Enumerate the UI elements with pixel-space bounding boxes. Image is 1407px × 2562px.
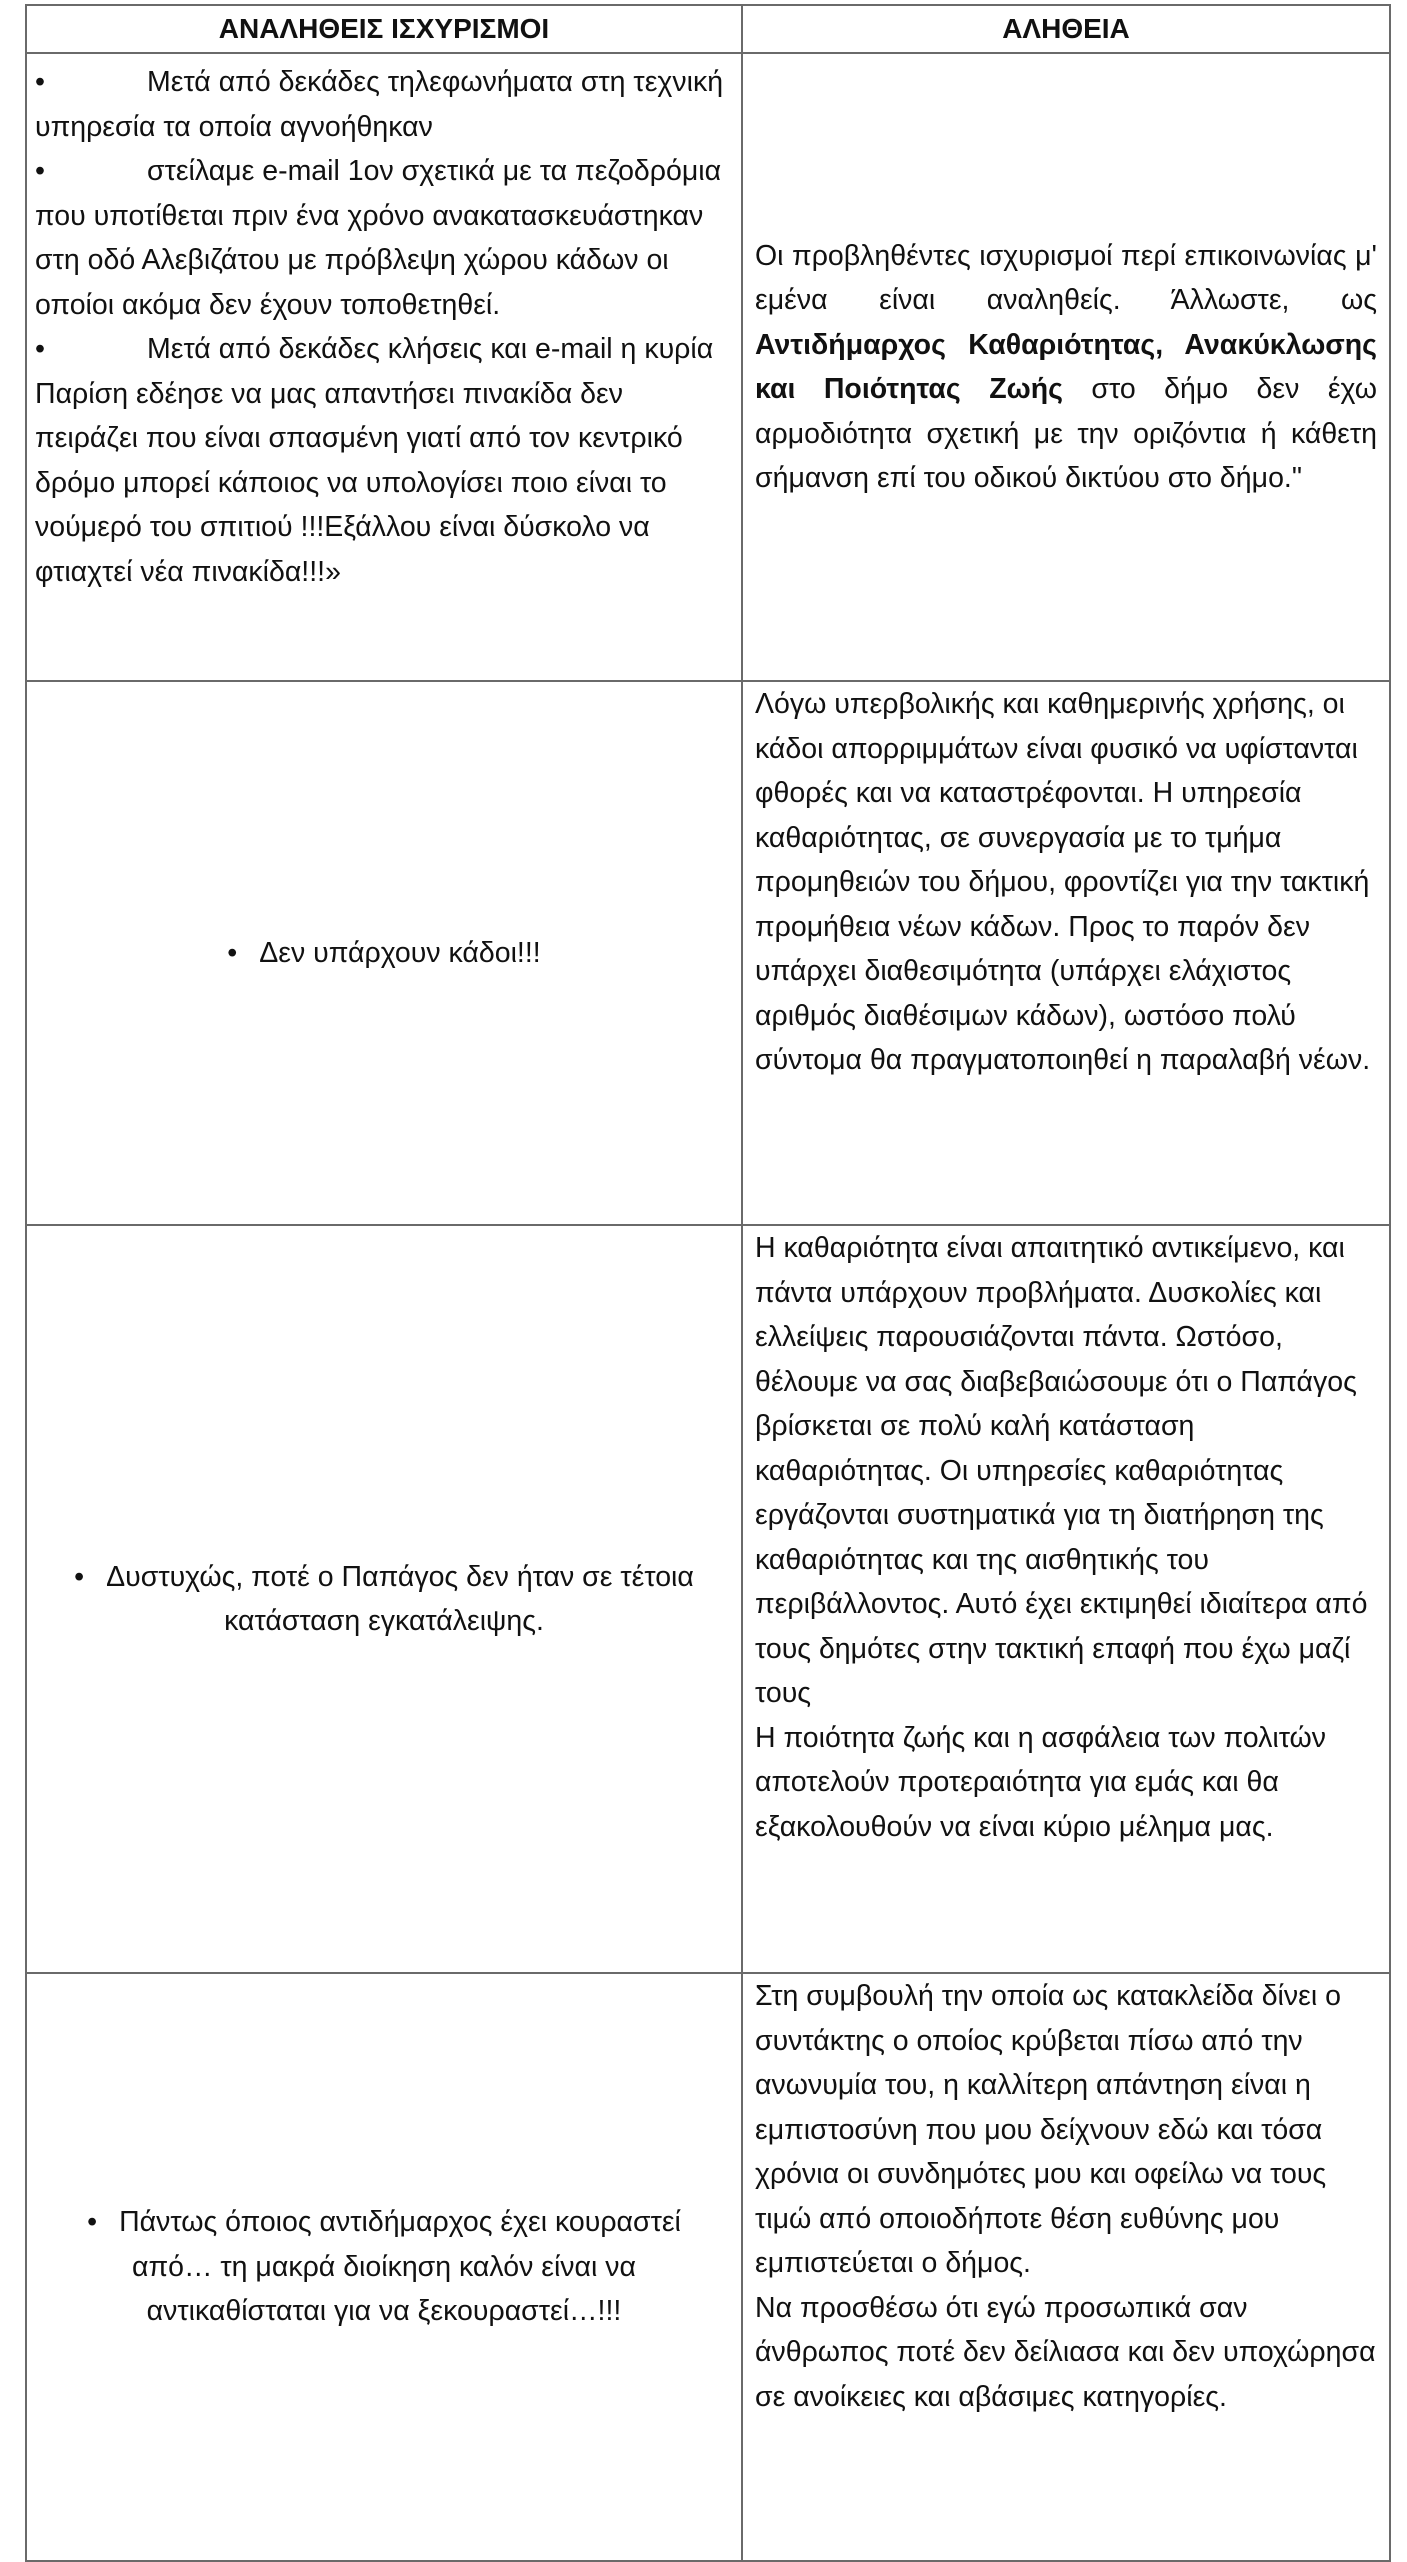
table-row bbox=[26, 1973, 1390, 2561]
truth-paragraph: Να προσθέσω ότι εγώ προσωπικά σαν άνθρωπος ποτέ δεν δείλιασα και δεν υποχώρησα σε ανοίκειες και αβάσιμες κατηγορίες. bbox=[755, 2291, 1376, 2413]
header-false-claims: ΑΝΑΛΗΘΕΙΣ ΙΣΧΥΡΙΣΜΟΙ bbox=[26, 5, 742, 53]
claim-cell: • Δυστυχώς, ποτέ ο Παπάγος δεν ήταν σε τέτοια κατάσταση εγκατάλειψης. bbox=[26, 1225, 742, 1973]
bullet-icon: • bbox=[87, 2206, 98, 2239]
claim-cell: • Πάντως όποιος αντιδήμαρχος έχει κουραστεί από… τη μακρά διοίκηση καλόν είναι να αντικαθίσταται για να ξεκουραστεί…!!! bbox=[26, 1973, 742, 2561]
claim-bullet-item: • στείλαμε e-mail 1ον σχετικά με τα πεζοδρόμια που υποτίθεται πριν ένα χρόνο ανακατασκευάστηκαν στη οδό Αλεβιζάτου με πρόβλεψη χώρου κάδων οι οποίοι ακόμα δεν έχουν τοποθετηθεί. bbox=[35, 149, 733, 327]
claim-cell bbox=[26, 53, 742, 681]
claim-cell: • Δεν υπάρχουν κάδοι!!! bbox=[26, 681, 742, 1225]
bullet-icon: • bbox=[35, 66, 45, 98]
truth-cell: Λόγω υπερβολικής και καθημερινής χρήσης, οι κάδοι απορριμμάτων είναι φυσικό να υφίστανται φθορές και να καταστρέφονται. Η υπηρεσία καθαριότητας, σε συνεργασία με το τμήμα προμηθειών του δήμου, φροντίζει για την τακτική προμήθεια νέων κάδων. Προς το παρόν δεν υπάρχει διαθεσιμότητα (υπάρχει ελάχιστος αριθμός διαθέσιμων κάδων), ωστόσο πολύ σύντομα θα πραγματοποιηθεί η παραλαβή νέων. bbox=[742, 681, 1390, 1225]
header-row bbox=[26, 5, 1390, 53]
truth-paragraph: Στη συμβουλή την οποία ως κατακλείδα δίνει ο συντάκτης ο οποίος κρύβεται πίσω από την ανωνυμία του, η καλλίτερη απάντηση είναι η εμπιστοσύνη που μου δείχνουν εδώ και τόσα χρόνια οι συνδημότες μου και οφείλω να τους τιμώ από οποιοδήποτε θέση ευθύνης μου εμπιστεύεται ο δήμος. bbox=[755, 1980, 1341, 2279]
claim-bullet-item: • Μετά από δεκάδες τηλεφωνήματα στη τεχνική υπηρεσία τα οποία αγνοήθηκαν bbox=[35, 60, 733, 149]
truth-cell bbox=[742, 1225, 1390, 1973]
table-row bbox=[26, 1225, 1390, 1973]
truth-paragraph: Η καθαριότητα είναι απαιτητικό αντικείμενο, και πάντα υπάρχουν προβλήματα. Δυσκολίες και ελλείψεις παρουσιάζονται πάντα. Ωστόσο, θέλουμε να σας διαβεβαιώσουμε ότι ο Παπάγος βρίσκεται σε πολύ καλή κατάσταση καθαριότητας. Οι υπηρεσίες καθαριότητας εργάζονται συστηματικά για τη διατήρηση της καθαριότητας και της αισθητικής του περιβάλλοντος. Αυτό έχει εκτιμηθεί ιδιαίτερα από τους δημότες στην τακτική επαφή που έχω μαζί τους bbox=[755, 1232, 1368, 1709]
truth-cell bbox=[742, 1973, 1390, 2561]
bullet-icon: • bbox=[74, 1560, 85, 1593]
table-row bbox=[26, 681, 1390, 1225]
truth-paragraph: Η ποιότητα ζωής και η ασφάλεια των πολιτών αποτελούν προτεραιότητα για εμάς και θα εξακολουθούν να είναι κύριο μέλημα μας. bbox=[755, 1721, 1327, 1843]
truth-cell: Οι προβληθέντες ισχυρισμοί περί επικοινωνίας μ' εμένα είναι αναληθείς. Άλλωστε, ως Αντιδήμαρχος Καθαριότητας, Ανακύκλωσης και Ποιότητας Ζωής στο δήμο δεν έχω αρμοδιότητα σχετική με την οριζόντια ή κάθετη σήμανση επί του οδικού δικτύου στο δήμο." bbox=[742, 53, 1390, 681]
bullet-icon: • bbox=[35, 333, 45, 365]
table-row bbox=[26, 53, 1390, 681]
bullet-icon: • bbox=[35, 155, 45, 187]
claim-bullet-item: • Μετά από δεκάδες κλήσεις και e-mail η κυρία Παρίση εδέησε να μας απαντήσει πινακίδα δεν πειράζει που είναι σπασμένη γιατί από τον κεντρικό δρόμο μπορεί κάποιος να υπολογίσει ποιο είναι το νούμερό του σπιτιού !!!Εξάλλου είναι δύσκολο να φτιαχτεί νέα πινακίδα!!!» bbox=[35, 327, 733, 594]
header-truth: ΑΛΗΘΕΙΑ bbox=[742, 5, 1390, 53]
bullet-icon: • bbox=[227, 936, 238, 969]
claims-truth-table bbox=[25, 4, 1391, 2562]
